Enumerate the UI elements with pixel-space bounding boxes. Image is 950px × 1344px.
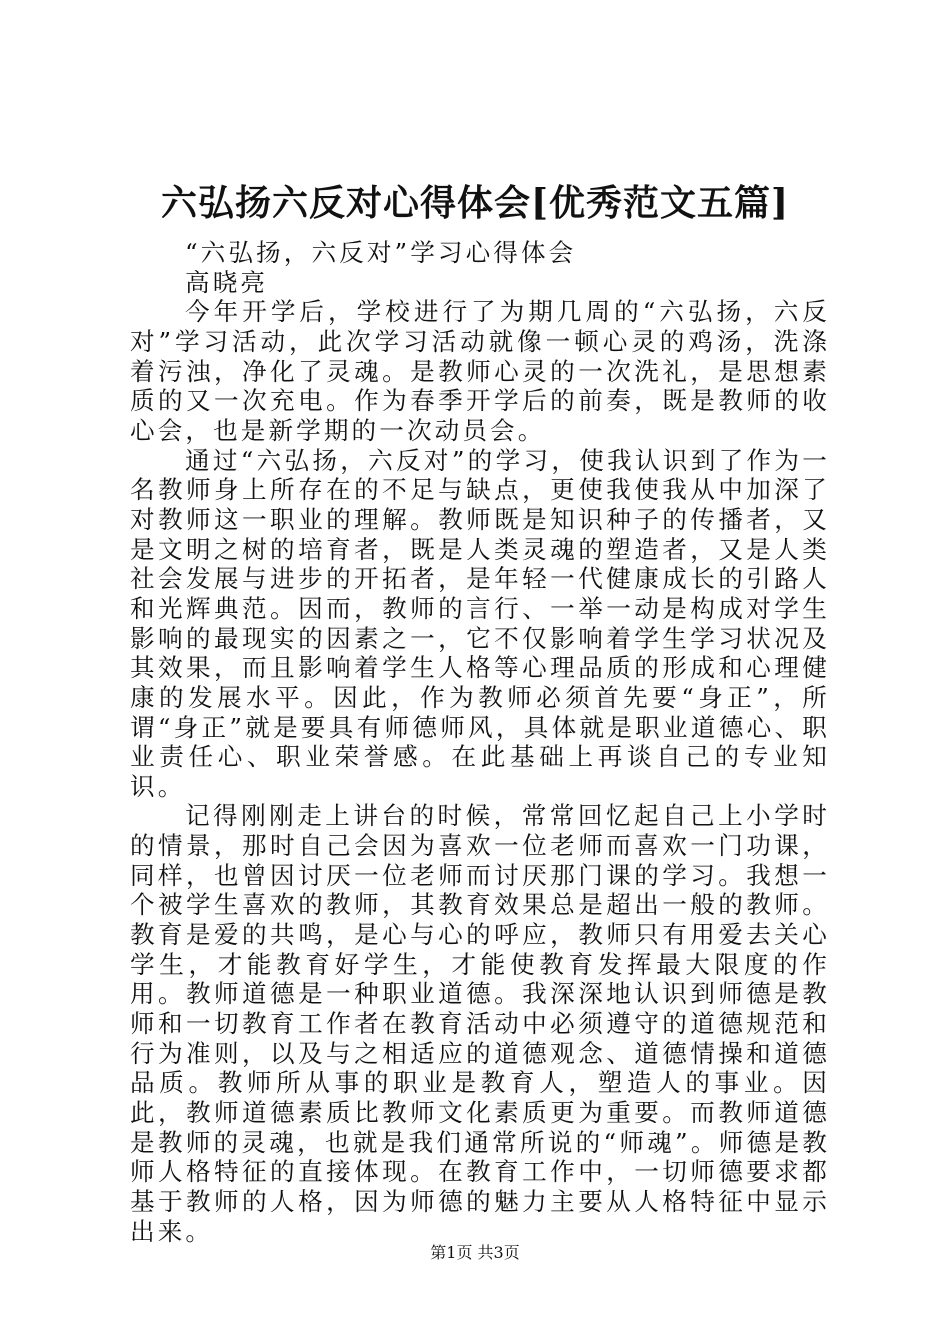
subtitle-line: “六弘扬，六反对”学习心得体会 bbox=[185, 238, 577, 267]
page-number-footer: 第1页 共3页 bbox=[430, 1243, 520, 1262]
document-title: 六弘扬六反对心得体会[优秀范文五篇] bbox=[160, 182, 790, 224]
author-line: 高晓亮 bbox=[185, 267, 269, 297]
body-paragraph-3: 记得刚刚走上讲台的时候，常常回忆起自己上小学时的情景，那时自己会因为喜欢一位老师而喜欢一门功课，同样，也曾因讨厌一位老师而讨厌那门课的学习。我想一个被学生喜欢的教师，其教育效果总是超出一般的教师。教育是爱的共鸣，是心与心的呼应，教师只有用爱去关心学生，才能教育好学生，才能使教育发挥最大限度的作用。教师道德是一种职业道德。我深深地认识到师德是教师和一切教育工作者在教育活动中必须遵守的道德规范和行为准则，以及与之相适应的道德观念、道德情操和道德品质。教师所从事的职业是教育人，塑造人的事业。因此，教师道德素质比教师文化素质更为重要。而教师道德是教师的灵魂，也就是我们通常所说的“师魂”。师德是教师人格特征的直接体现。在教育工作中，一切师德要求都基于教师的人格，因为师德的魅力主要从人格特征中显示出来。 bbox=[130, 801, 830, 1246]
body-paragraph-1: 今年开学后，学校进行了为期几周的“六弘扬，六反对”学习活动，此次学习活动就像一顿心灵的鸡汤，洗涤着污浊，净化了灵魂。是教师心灵的一次洗礼，是思想素质的又一次充电。作为春季开学后的前奏，既是教师的收心会，也是新学期的一次动员会。 bbox=[130, 297, 830, 445]
document-body bbox=[130, 238, 830, 1246]
body-paragraph-2: 通过“六弘扬，六反对”的学习，使我认识到了作为一名教师身上所存在的不足与缺点，更使我使我从中加深了对教师这一职业的理解。教师既是知识种子的传播者，又是文明之树的培育者，既是人类灵魂的塑造者，又是人类社会发展与进步的开拓者，是年轻一代健康成长的引路人和光辉典范。因而，教师的言行、一举一动是构成对学生影响的最现实的因素之一，它不仅影响着学生学习状况及其效果，而且影响着学生人格等心理品质的形成和心理健康的发展水平。因此，作为教师必须首先要“身正”，所谓“身正”就是要具有师德师风，具体就是职业道德心、职业责任心、职业荣誉感。在此基础上再谈自己的专业知识。 bbox=[130, 445, 830, 801]
